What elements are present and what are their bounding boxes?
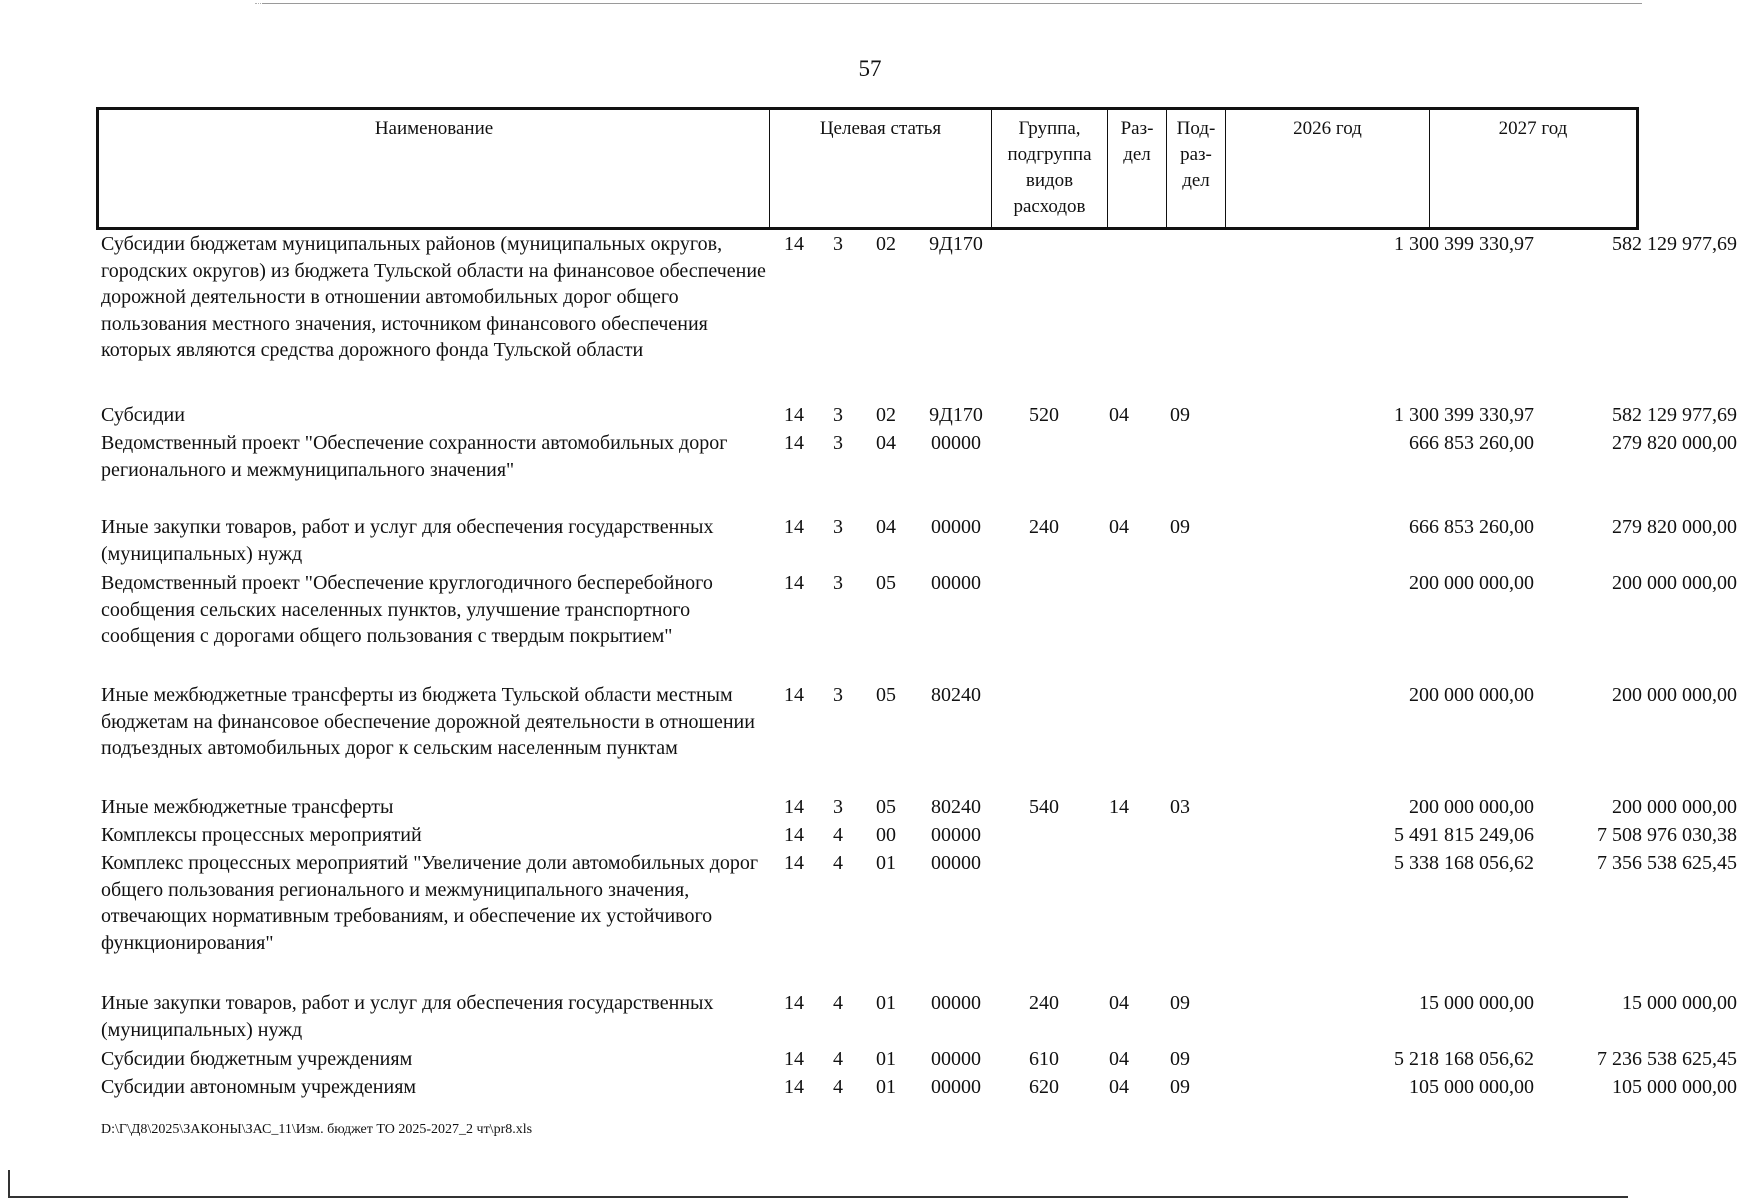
row-amount-2027: 582 129 977,69 (1612, 404, 1737, 426)
row-amount-2026: 666 853 260,00 (1409, 432, 1534, 454)
row-target-subprogram: 3 (833, 572, 843, 594)
row-amount-2026: 200 000 000,00 (1409, 572, 1534, 594)
row-target-subprogram: 4 (833, 852, 843, 874)
row-target-event: 02 (876, 404, 896, 426)
row-amount-2027: 15 000 000,00 (1622, 992, 1737, 1014)
row-target-event: 01 (876, 992, 896, 1014)
header-expense-group: Группа, подгруппа видов расходов (991, 110, 1107, 227)
row-amount-2027: 7 356 538 625,45 (1597, 852, 1737, 874)
row-target-program: 14 (784, 852, 804, 874)
row-amount-2026: 105 000 000,00 (1409, 1076, 1534, 1098)
page-number: 57 (858, 56, 882, 81)
header-section: Раз- дел (1107, 110, 1166, 227)
row-subsection: 03 (1170, 796, 1190, 818)
row-expense-group: 240 (1029, 992, 1059, 1014)
row-amount-2027: 7 236 538 625,45 (1597, 1048, 1737, 1070)
row-target-program: 14 (784, 992, 804, 1014)
row-name: Комплексы процессных мероприятий (101, 824, 422, 846)
header-target-article: Целевая статья (769, 110, 991, 227)
row-amount-2026: 1 300 399 330,97 (1394, 233, 1534, 255)
row-target-code: 00000 (931, 824, 981, 846)
row-subsection: 09 (1170, 516, 1190, 538)
row-target-subprogram: 3 (833, 684, 843, 706)
row-target-event: 00 (876, 824, 896, 846)
row-amount-2026: 200 000 000,00 (1409, 684, 1534, 706)
header-subsection: Под- раз- дел (1166, 110, 1225, 227)
row-target-subprogram: 4 (833, 992, 843, 1014)
row-name: Субсидии (101, 404, 185, 426)
row-target-event: 05 (876, 684, 896, 706)
row-amount-2026: 5 338 168 056,62 (1394, 852, 1534, 874)
row-amount-2026: 5 491 815 249,06 (1394, 824, 1534, 846)
row-amount-2027: 279 820 000,00 (1612, 432, 1737, 454)
row-name: Иные закупки товаров, работ и услуг для обеспечения государственных (муниципальных) нужд (101, 992, 714, 1041)
row-target-code: 00000 (931, 992, 981, 1014)
row-target-subprogram: 3 (833, 516, 843, 538)
row-expense-group: 240 (1029, 516, 1059, 538)
row-name: Иные закупки товаров, работ и услуг для обеспечения государственных (муниципальных) нужд (101, 516, 714, 565)
row-target-subprogram: 3 (833, 233, 843, 255)
row-expense-group: 520 (1029, 404, 1059, 426)
row-target-code: 00000 (931, 516, 981, 538)
row-amount-2026: 666 853 260,00 (1409, 516, 1534, 538)
row-target-subprogram: 4 (833, 1076, 843, 1098)
row-amount-2027: 7 508 976 030,38 (1597, 824, 1737, 846)
row-target-code: 9Д170 (929, 404, 983, 426)
row-name: Субсидии бюджетам муниципальных районов (муниципальных округов, городских округов) из бюджета Тульской области на финансовое обеспечение дорожной деятельности в отношении автомобильных дорог общего пользования местного значения, источником финансового обеспечения которых являются средства дорожного фонда Тульской области (101, 233, 766, 361)
row-target-program: 14 (784, 796, 804, 818)
row-target-subprogram: 4 (833, 1048, 843, 1070)
row-target-program: 14 (784, 824, 804, 846)
row-amount-2027: 105 000 000,00 (1612, 1076, 1737, 1098)
row-target-event: 04 (876, 516, 896, 538)
row-amount-2026: 5 218 168 056,62 (1394, 1048, 1534, 1070)
row-target-program: 14 (784, 432, 804, 454)
row-amount-2027: 200 000 000,00 (1612, 796, 1737, 818)
row-subsection: 09 (1170, 992, 1190, 1014)
row-name: Ведомственный проект "Обеспечение сохранности автомобильных дорог регионального и межмуниципального значения" (101, 432, 728, 481)
row-section: 04 (1109, 1076, 1129, 1098)
row-target-program: 14 (784, 684, 804, 706)
row-name: Иные межбюджетные трансферты из бюджета Тульской области местным бюджетам на финансовое обеспечение дорожной деятельности в отношении подъездных автомобильных дорог к сельским населенным пунктам (101, 684, 755, 759)
header-name: Наименование (374, 118, 494, 139)
row-amount-2027: 200 000 000,00 (1612, 684, 1737, 706)
row-target-program: 14 (784, 233, 804, 255)
row-target-code: 80240 (931, 684, 981, 706)
row-amount-2027: 582 129 977,69 (1612, 233, 1737, 255)
row-target-code: 00000 (931, 1048, 981, 1070)
row-amount-2026: 200 000 000,00 (1409, 796, 1534, 818)
row-section: 04 (1109, 404, 1129, 426)
row-target-code: 00000 (931, 572, 981, 594)
row-target-program: 14 (784, 516, 804, 538)
scan-bottom-edge (8, 1196, 1628, 1198)
row-target-subprogram: 4 (833, 824, 843, 846)
row-expense-group: 620 (1029, 1076, 1059, 1098)
row-target-event: 01 (876, 852, 896, 874)
row-section: 04 (1109, 1048, 1129, 1070)
row-target-code: 80240 (931, 796, 981, 818)
header-year-2027: 2027 год (1429, 110, 1636, 227)
row-target-subprogram: 3 (833, 796, 843, 818)
row-target-code: 00000 (931, 852, 981, 874)
row-amount-2027: 200 000 000,00 (1612, 572, 1737, 594)
row-section: 04 (1109, 992, 1129, 1014)
row-target-code: 9Д170 (929, 233, 983, 255)
scan-left-edge (8, 1170, 10, 1198)
row-expense-group: 610 (1029, 1048, 1059, 1070)
row-name: Комплекс процессных мероприятий "Увеличение доли автомобильных дорог общего пользования регионального и межмуниципального значения, отвечающих нормативным требованиям, и обеспечение их устойчивого функционирования" (101, 852, 759, 954)
row-target-subprogram: 3 (833, 432, 843, 454)
row-amount-2026: 1 300 399 330,97 (1394, 404, 1534, 426)
row-name: Ведомственный проект "Обеспечение круглогодичного бесперебойного сообщения сельских населенных пунктов, улучшение транспортного сообщения с дорогами общего пользования с твердым покрытием" (101, 572, 713, 647)
row-subsection: 09 (1170, 1048, 1190, 1070)
row-subsection: 09 (1170, 1076, 1190, 1098)
row-target-event: 04 (876, 432, 896, 454)
header-year-2026: 2026 год (1225, 110, 1429, 227)
row-target-code: 00000 (931, 432, 981, 454)
row-target-code: 00000 (931, 1076, 981, 1098)
row-target-event: 01 (876, 1048, 896, 1070)
row-amount-2027: 279 820 000,00 (1612, 516, 1737, 538)
file-path-footer: D:\Г\Д8\2025\ЗАКОНЫ\ЗАС_11\Изм. бюджет ТО 2025-2027_2 чт\pr8.xls (101, 1122, 533, 1137)
row-expense-group: 540 (1029, 796, 1059, 818)
row-name: Субсидии бюджетным учреждениям (101, 1048, 413, 1070)
row-target-program: 14 (784, 404, 804, 426)
row-name: Субсидии автономным учреждениям (101, 1076, 417, 1098)
row-target-program: 14 (784, 1048, 804, 1070)
row-target-event: 02 (876, 233, 896, 255)
row-target-event: 05 (876, 572, 896, 594)
row-name: Иные межбюджетные трансферты (101, 796, 394, 818)
row-target-program: 14 (784, 572, 804, 594)
row-target-event: 01 (876, 1076, 896, 1098)
row-target-subprogram: 3 (833, 404, 843, 426)
row-section: 04 (1109, 516, 1129, 538)
row-target-program: 14 (784, 1076, 804, 1098)
row-amount-2026: 15 000 000,00 (1419, 992, 1534, 1014)
row-target-event: 05 (876, 796, 896, 818)
row-section: 14 (1109, 796, 1129, 818)
row-subsection: 09 (1170, 404, 1190, 426)
